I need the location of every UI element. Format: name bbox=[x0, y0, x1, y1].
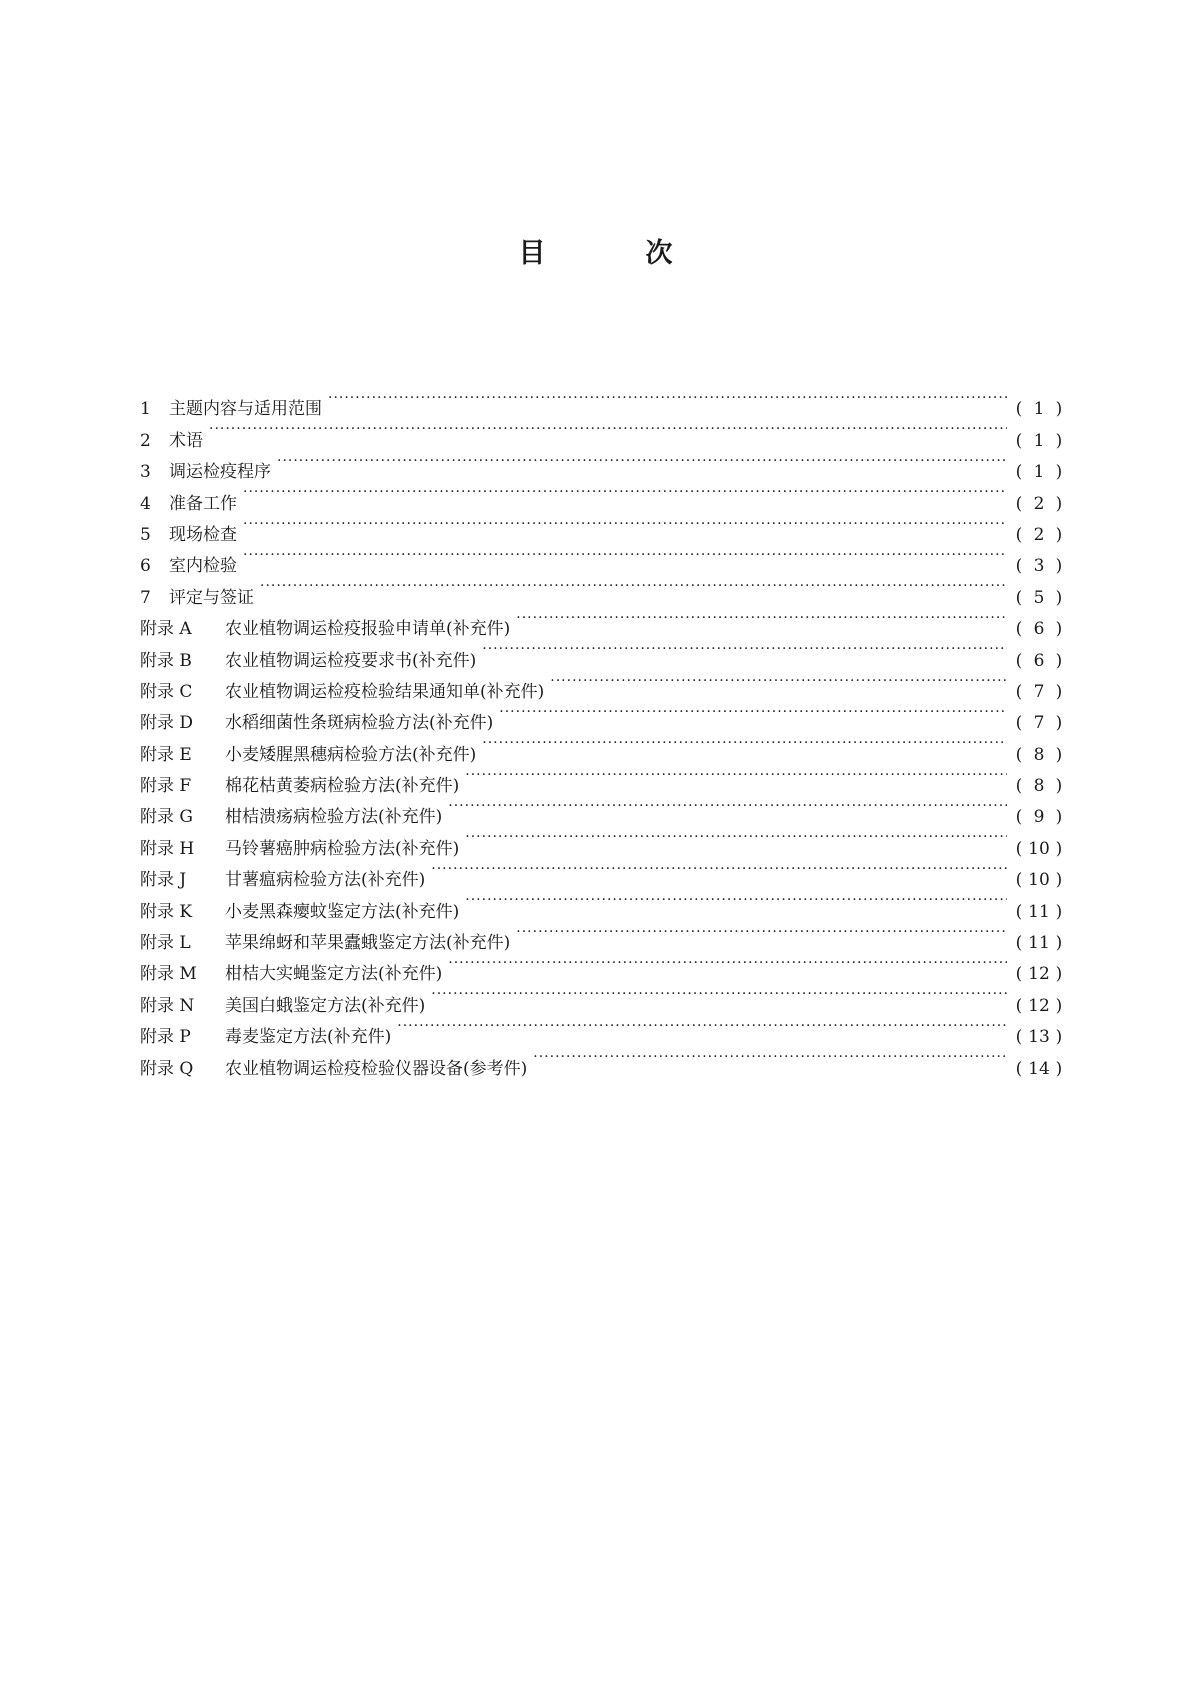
toc-entry-label: 毒麦鉴定方法(补充件) bbox=[225, 1027, 392, 1048]
dot-leader bbox=[516, 603, 1007, 634]
dot-leader bbox=[482, 634, 1007, 665]
toc-entry-number: 2 bbox=[140, 430, 151, 451]
dot-leader bbox=[431, 854, 1007, 885]
toc-entry[interactable] bbox=[140, 477, 1065, 514]
toc-entry-label: 农业植物调运检疫要求书(补充件) bbox=[225, 650, 477, 671]
paren-open: ( bbox=[1015, 995, 1023, 1016]
page-number: 13 bbox=[1028, 1027, 1050, 1048]
paren-open: ( bbox=[1015, 556, 1023, 577]
toc-entry-number: 附录 N bbox=[140, 995, 195, 1016]
paren-open: ( bbox=[1015, 838, 1023, 859]
paren-close: ) bbox=[1055, 399, 1063, 420]
toc-entry[interactable] bbox=[140, 603, 1065, 640]
toc-entry-page bbox=[1013, 1054, 1065, 1085]
paren-close: ) bbox=[1055, 744, 1063, 765]
dot-leader bbox=[516, 917, 1007, 948]
paren-close: ) bbox=[1055, 493, 1063, 514]
toc-entry-label: 甘薯瘟病检验方法(补充件) bbox=[225, 870, 426, 891]
toc-entry[interactable] bbox=[140, 509, 1065, 545]
paren-open: ( bbox=[1015, 713, 1023, 734]
paren-close: ) bbox=[1055, 870, 1063, 891]
paren-open: ( bbox=[1015, 807, 1023, 828]
toc-entry-label: 柑桔大实蝇鉴定方法(补充件) bbox=[225, 964, 443, 985]
toc-entry-page bbox=[1013, 802, 1065, 833]
paren-close: ) bbox=[1055, 933, 1063, 954]
page-number: 12 bbox=[1028, 964, 1050, 985]
paren-open: ( bbox=[1015, 870, 1023, 891]
page-number: 10 bbox=[1028, 838, 1050, 859]
toc-entry-number: 附录 Q bbox=[140, 1058, 194, 1079]
toc-entry-label: 评定与签证 bbox=[169, 587, 254, 608]
paren-open: ( bbox=[1015, 430, 1023, 451]
toc-entry-page bbox=[1013, 489, 1065, 520]
toc-entry-label: 主题内容与适用范围 bbox=[169, 399, 322, 420]
table-of-contents bbox=[140, 383, 1065, 1079]
toc-entry-label: 农业植物调运检疫检验仪器设备(参考件) bbox=[225, 1058, 528, 1079]
page-number: 6 bbox=[1033, 619, 1045, 640]
toc-entry-number: 附录 G bbox=[140, 807, 193, 828]
toc-entry-number: 附录 B bbox=[140, 650, 192, 671]
dot-leader bbox=[448, 791, 1007, 822]
page-number: 1 bbox=[1033, 462, 1045, 483]
toc-entry-label: 棉花枯黄萎病检验方法(补充件) bbox=[225, 776, 460, 797]
paren-open: ( bbox=[1015, 1027, 1023, 1048]
dot-leader bbox=[465, 760, 1007, 791]
paren-open: ( bbox=[1015, 587, 1023, 608]
toc-entry[interactable] bbox=[140, 414, 1065, 451]
toc-entry-page bbox=[1013, 394, 1065, 425]
toc-entry-page bbox=[1013, 928, 1065, 959]
page-number: 7 bbox=[1033, 681, 1045, 702]
toc-entry-label: 农业植物调运检疫报验申请单(补充件) bbox=[225, 619, 511, 640]
toc-entry[interactable] bbox=[140, 446, 1065, 483]
paren-open: ( bbox=[1015, 619, 1023, 640]
paren-close: ) bbox=[1055, 430, 1063, 451]
toc-entry-page bbox=[1013, 834, 1065, 865]
paren-close: ) bbox=[1055, 556, 1063, 577]
page-number: 10 bbox=[1028, 870, 1050, 891]
toc-entry-label: 柑桔溃疡病检验方法(补充件) bbox=[225, 807, 443, 828]
dot-leader bbox=[277, 446, 1007, 477]
paren-open: ( bbox=[1015, 650, 1023, 671]
paren-open: ( bbox=[1015, 1058, 1023, 1079]
dot-leader bbox=[328, 383, 1007, 414]
paren-open: ( bbox=[1015, 681, 1023, 702]
dot-leader bbox=[243, 477, 1007, 508]
paren-close: ) bbox=[1055, 1058, 1063, 1079]
page-number: 2 bbox=[1033, 493, 1045, 514]
paren-close: ) bbox=[1055, 650, 1063, 671]
toc-entry-page bbox=[1013, 646, 1065, 677]
dot-leader bbox=[550, 666, 1007, 697]
title-char-2: 次 bbox=[645, 238, 673, 269]
page-number: 8 bbox=[1033, 744, 1045, 765]
toc-entry-label: 调运检疫程序 bbox=[169, 462, 271, 483]
paren-close: ) bbox=[1055, 776, 1063, 797]
paren-open: ( bbox=[1015, 399, 1023, 420]
toc-entry-number: 附录 P bbox=[140, 1027, 191, 1048]
toc-entry-number: 附录 M bbox=[140, 964, 197, 985]
toc-entry-number: 3 bbox=[140, 462, 151, 483]
toc-entry-label: 水稻细菌性条斑病检验方法(补充件) bbox=[225, 713, 494, 734]
dot-leader bbox=[397, 1011, 1007, 1042]
page-number: 2 bbox=[1033, 524, 1045, 545]
toc-entry-page bbox=[1013, 771, 1065, 802]
dot-leader bbox=[209, 414, 1007, 445]
toc-entry-number: 6 bbox=[140, 556, 151, 577]
toc-entry[interactable] bbox=[140, 571, 1065, 608]
toc-entry-number: 附录 K bbox=[140, 901, 193, 922]
toc-entry-number: 附录 L bbox=[140, 933, 191, 954]
paren-open: ( bbox=[1015, 964, 1023, 985]
dot-leader bbox=[499, 697, 1007, 728]
paren-open: ( bbox=[1015, 744, 1023, 765]
toc-entry-number: 附录 C bbox=[140, 681, 193, 702]
page-number: 11 bbox=[1028, 901, 1050, 922]
dot-leader bbox=[243, 540, 1007, 571]
page-number: 6 bbox=[1033, 650, 1045, 671]
paren-close: ) bbox=[1055, 713, 1063, 734]
toc-entry[interactable] bbox=[140, 383, 1065, 420]
dot-leader bbox=[243, 509, 1007, 540]
paren-open: ( bbox=[1015, 524, 1023, 545]
toc-entry-page bbox=[1013, 426, 1065, 457]
toc-entry-page bbox=[1013, 457, 1065, 488]
paren-close: ) bbox=[1055, 619, 1063, 640]
toc-entry-label: 准备工作 bbox=[169, 493, 237, 514]
dot-leader bbox=[465, 885, 1007, 916]
toc-entry-page bbox=[1013, 551, 1065, 582]
paren-close: ) bbox=[1055, 587, 1063, 608]
page-number: 9 bbox=[1033, 807, 1045, 828]
paren-close: ) bbox=[1055, 524, 1063, 545]
dot-leader bbox=[465, 822, 1007, 853]
dot-leader bbox=[482, 728, 1007, 759]
paren-close: ) bbox=[1055, 681, 1063, 702]
paren-open: ( bbox=[1015, 462, 1023, 483]
toc-entry-page bbox=[1013, 520, 1065, 551]
toc-entry-number: 5 bbox=[140, 524, 151, 545]
toc-entry-label: 术语 bbox=[169, 430, 203, 451]
page-number: 8 bbox=[1033, 776, 1045, 797]
paren-close: ) bbox=[1055, 838, 1063, 859]
toc-entry-page bbox=[1013, 708, 1065, 739]
page-number: 11 bbox=[1028, 933, 1050, 954]
toc-entry-number: 4 bbox=[140, 493, 151, 514]
toc-entry-label: 小麦矮腥黑穗病检验方法(补充件) bbox=[225, 744, 477, 765]
dot-leader bbox=[448, 948, 1007, 979]
toc-entry-number: 附录 A bbox=[140, 619, 192, 640]
toc-entry-page bbox=[1013, 1022, 1065, 1053]
toc-entry-page bbox=[1013, 865, 1065, 896]
paren-open: ( bbox=[1015, 933, 1023, 954]
page-number: 14 bbox=[1028, 1058, 1050, 1079]
page-number: 1 bbox=[1033, 399, 1045, 420]
dot-leader bbox=[260, 571, 1007, 602]
toc-entry-page bbox=[1013, 740, 1065, 771]
title-char-1: 目 bbox=[518, 238, 546, 269]
page-number: 7 bbox=[1033, 713, 1045, 734]
toc-entry-label: 农业植物调运检疫检验结果通知单(补充件) bbox=[225, 681, 545, 702]
toc-entry-number: 附录 E bbox=[140, 744, 192, 765]
toc-entry[interactable] bbox=[140, 540, 1065, 577]
toc-entry-number: 附录 J bbox=[140, 870, 187, 891]
toc-entry-number: 7 bbox=[140, 587, 151, 608]
paren-open: ( bbox=[1015, 901, 1023, 922]
toc-entry-label: 室内检验 bbox=[169, 556, 237, 577]
page-number: 5 bbox=[1033, 587, 1045, 608]
toc-entry-number: 附录 D bbox=[140, 713, 194, 734]
paren-open: ( bbox=[1015, 493, 1023, 514]
paren-close: ) bbox=[1055, 1027, 1063, 1048]
toc-entry-page bbox=[1013, 991, 1065, 1022]
dot-leader bbox=[533, 1042, 1007, 1073]
toc-entry-number: 1 bbox=[140, 399, 151, 420]
toc-entry-label: 现场检查 bbox=[169, 524, 237, 545]
paren-open: ( bbox=[1015, 776, 1023, 797]
page-title bbox=[0, 238, 1191, 270]
toc-entry-number: 附录 H bbox=[140, 838, 195, 859]
toc-entry-page bbox=[1013, 583, 1065, 614]
toc-entry-page bbox=[1013, 959, 1065, 990]
page-number: 1 bbox=[1033, 430, 1045, 451]
paren-close: ) bbox=[1055, 807, 1063, 828]
paren-close: ) bbox=[1055, 964, 1063, 985]
paren-close: ) bbox=[1055, 462, 1063, 483]
toc-entry-page bbox=[1013, 897, 1065, 928]
dot-leader bbox=[431, 979, 1007, 1010]
toc-entry-page bbox=[1013, 614, 1065, 645]
toc-entry-number: 附录 F bbox=[140, 776, 192, 797]
paren-close: ) bbox=[1055, 995, 1063, 1016]
toc-entry-label: 苹果绵蚜和苹果蠹蛾鉴定方法(补充件) bbox=[225, 933, 511, 954]
toc-entry-page bbox=[1013, 677, 1065, 708]
toc-entry-label: 小麦黑森瘿蚊鉴定方法(补充件) bbox=[225, 901, 460, 922]
page-number: 3 bbox=[1033, 556, 1045, 577]
page-number: 12 bbox=[1028, 995, 1050, 1016]
paren-close: ) bbox=[1055, 901, 1063, 922]
toc-entry-label: 马铃薯癌肿病检验方法(补充件) bbox=[225, 838, 460, 859]
toc-entry-label: 美国白蛾鉴定方法(补充件) bbox=[225, 995, 426, 1016]
